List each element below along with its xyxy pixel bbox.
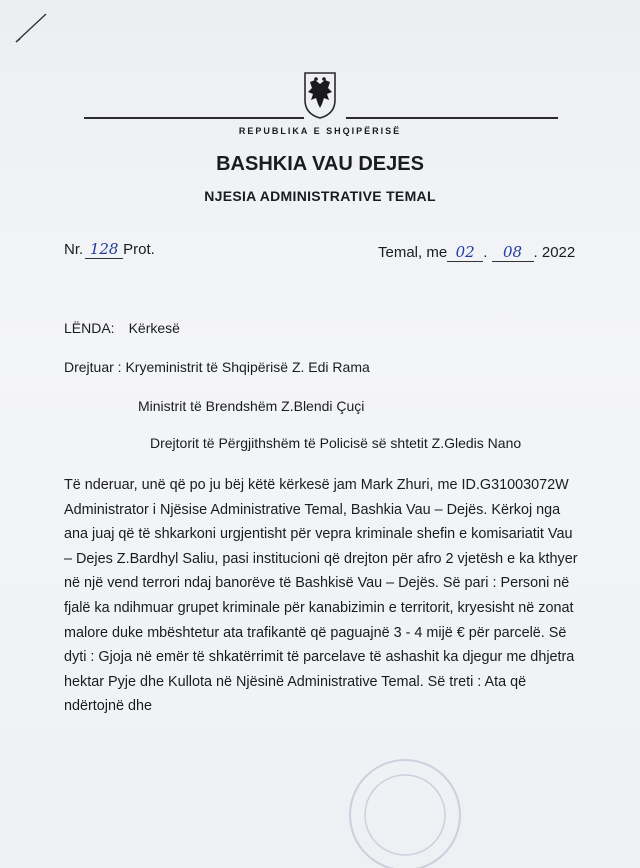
letter-body xyxy=(64,473,584,719)
place-label: Temal, me xyxy=(378,244,448,261)
prot-label: Prot. xyxy=(123,241,155,258)
date-day: 02 xyxy=(447,243,483,262)
header-rule-right xyxy=(346,117,558,119)
date-sep-1: . xyxy=(483,244,488,261)
header-rule-left xyxy=(84,117,304,119)
protocol-number xyxy=(64,240,155,259)
date-year: 2022 xyxy=(541,244,576,261)
recipient-police-director: Drejtorit të Përgjithshëm të Policisë së shtetit Z.Gledis Nano xyxy=(150,435,522,451)
administrative-unit: NJESIA ADMINISTRATIVE TEMAL xyxy=(204,188,436,204)
recipient-interior-minister: Ministrit të Brendshëm Z.Blendi Çuçi xyxy=(138,398,365,414)
recipient-prime-minister: Drejtuar : Kryeministrit të Shqipërisë Z. Edi Rama xyxy=(64,359,370,375)
document-date xyxy=(378,243,575,262)
republic-heading: REPUBLIKA E SHQIPËRISË xyxy=(238,126,402,136)
subject-value: Kërkesë xyxy=(128,320,180,336)
nr-label: Nr. xyxy=(64,241,84,258)
round-stamp-icon xyxy=(340,750,470,868)
date-month: 08 xyxy=(492,243,534,262)
subject-line xyxy=(64,320,180,336)
subject-label: LËNDA: xyxy=(64,320,115,336)
albanian-eagle-emblem-icon xyxy=(302,70,338,120)
pen-mark-icon xyxy=(10,8,50,48)
date-sep-2: . xyxy=(533,244,538,261)
nr-value: 128 xyxy=(85,240,123,259)
municipality-title: BASHKIA VAU DEJES xyxy=(216,153,424,175)
body-paragraph: Të nderuar, unë që po ju bëj këtë kërkesë jam Mark Zhuri, me ID.G31003072W Administrator i Njësise Administrative Temal, Bashkia Vau – Dejës. Kërkoj nga ana juaj që të shkarkoni urgjentisht për vepra kriminale shefin e komisariatit Vau – Dejes Z.Bardhyl Saliu, pasi institucioni që drejton për afro 2 vjetësh e ka kthyer në një vend terrori ndaj banorëve të Bashkisë Vau – Dejës. Së pari : Personi në fjalë ka ndihmuar grupet kriminale për kanabizimin e territorit, kryesisht në zonat malore duke mbështetur ata trafikantë që paguajnë 3 - 4 mijë € për parcelë. Së dyti : Gjoja në emër të shkatërrimit të parcelave të ashashit ka djegur me dhjetra hektar Pyje dhe Kullota në Njësinë Administrative Temal. Së treti : Ata që ndërtojnë dhe xyxy=(64,477,578,715)
